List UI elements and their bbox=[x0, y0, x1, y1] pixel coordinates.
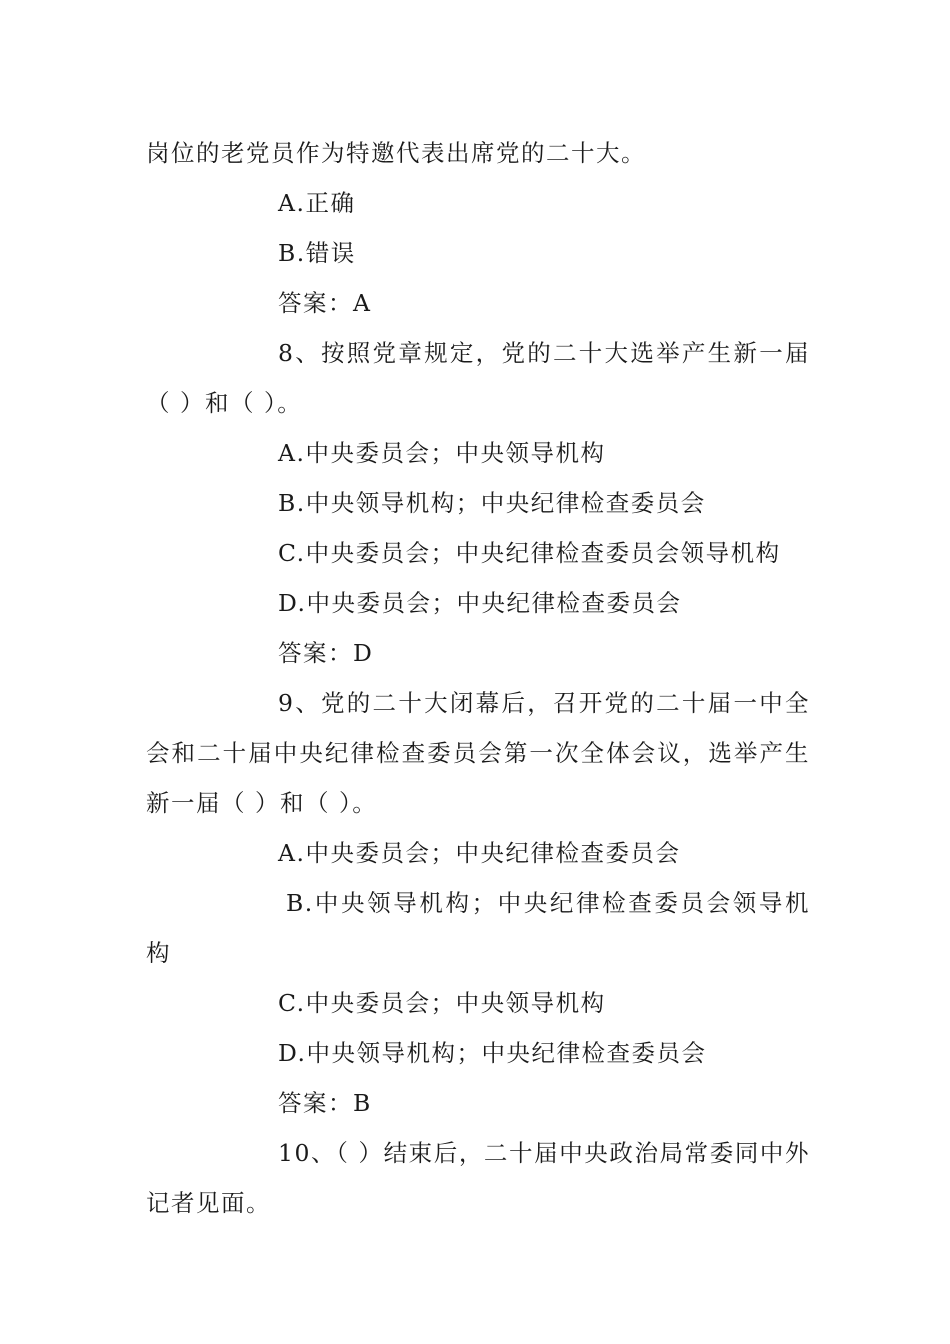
question-9-text: 9、党的二十大闭幕后，召开党的二十届一中全会和二十届中央纪律检查委员会第一次全体会议，选举产生新一届（ ）和（ ）。 bbox=[146, 689, 810, 817]
document-body bbox=[146, 128, 810, 1228]
question-7-option-a: A.正确 bbox=[278, 189, 356, 217]
question-8-option-a: A.中央委员会；中央领导机构 bbox=[278, 439, 606, 467]
question-8-answer: 答案：D bbox=[278, 639, 374, 667]
question-9-option-a: A.中央委员会；中央纪律检查委员会 bbox=[278, 839, 681, 867]
question-9-answer: 答案：B bbox=[278, 1089, 372, 1117]
question-7-answer: 答案：A bbox=[278, 289, 372, 317]
question-9-option-c: C.中央委员会；中央领导机构 bbox=[278, 989, 606, 1017]
question-8-option-c: C.中央委员会；中央纪律检查委员会领导机构 bbox=[278, 539, 781, 567]
question-8-option-d: D.中央委员会；中央纪律检查委员会 bbox=[278, 589, 682, 617]
question-8-text: 8、按照党章规定，党的二十大选举产生新一届（ ）和（ ）。 bbox=[146, 339, 810, 417]
question-7-option-b: B.错误 bbox=[278, 239, 356, 267]
question-9-option-d: D.中央领导机构；中央纪律检查委员会 bbox=[278, 1039, 707, 1067]
question-7-continuation: 岗位的老党员作为特邀代表出席党的二十大。 bbox=[146, 139, 646, 167]
question-9-option-b: B.中央领导机构；中央纪律检查委员会领导机构 bbox=[146, 889, 810, 967]
question-10-text: 10、（ ）结束后，二十届中央政治局常委同中外记者见面。 bbox=[146, 1139, 810, 1217]
question-8-option-b: B.中央领导机构；中央纪律检查委员会 bbox=[278, 489, 706, 517]
